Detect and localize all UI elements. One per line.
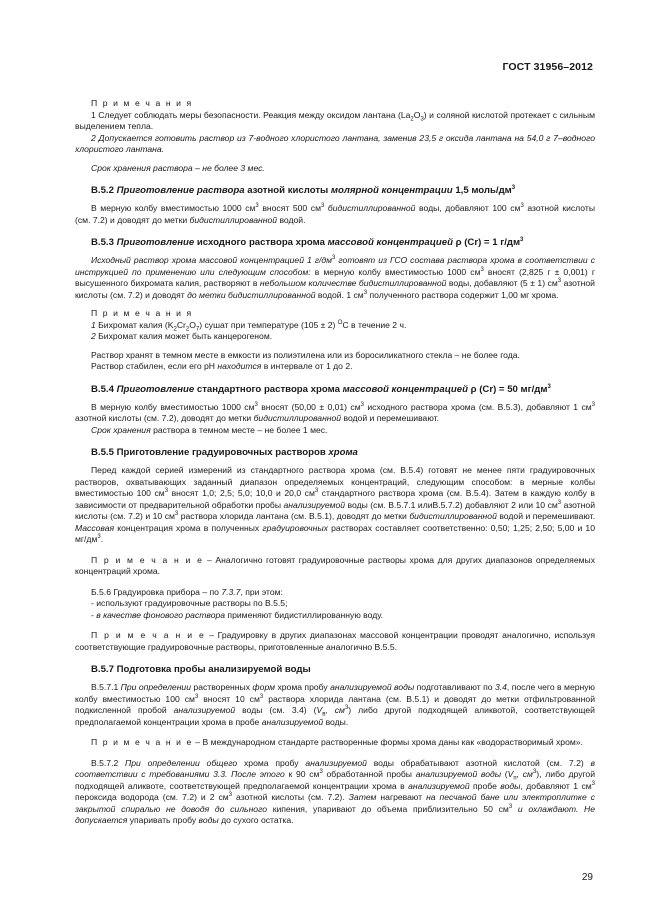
notes-label: П р и м е ч а н и я [91,98,193,108]
note-2-2: 2 Бихромат калия может быть канцерогеном. [91,331,273,341]
paragraph-b56: Б.5.6 Градуировка прибора – по 7.3.7, при этом: [91,586,283,597]
note-b57: П р и м е ч а н и е – В международном стандарте растворенные формы хрома даны как «водорастворимый хром». [91,737,583,747]
list-item-b56-1: - используют градуировочные растворы по В.5.5; [91,598,288,608]
paragraph-b54: В мерную колбу вместимостью 1000 $см^3$ вносят (50,00 ± 0,01) $см^3$ исходного раствора хрома (см. В.5.3), добавляют 1 $см^3$ азотной кислоты (см. 7.2), доводят до метки бидистиллированной водой и перемешивают. [75,401,595,423]
paragraph-b52: В мерную колбу вместимостью 1000 $см^3$ вносят 500 $см^3$ бидистиллированной воды, добавляют 100 $см^3$ азотной кислоты (см. 7.2) и доводят до метки бидистиллированной водой. [75,203,595,225]
notes-label-2: П р и м е ч а н и я [91,308,193,318]
storage-line-1: Раствор хранят в темном месте в емкости из полиэтилена или из боросиликатного стекла – не более года. [91,349,520,360]
storage-b54: Срок хранения раствора в темном месте – не более 1 мес. [91,424,328,435]
note-2-1: 1 Бихромат калия $(K_2Cr_2O_7)$ сушат при температуре (105 ± 2) $^O$C в течение 2 ч. [91,319,407,333]
paragraph-b572: В.5.7.2 При определении общего хрома пробу анализируемой воды обрабатывают азотной кислотой (см. 7.2) в соответствии с требованиями 3.3. После этого к 90 $см^3$ обработанной пробы анализируемой воды ($V_п$, $см^3$), либо другой подходящей аликвоте, соответствующей предполагаемой концентрации хрома в анализируемой пробе воды, добавляют 1 $см^3$ пероксида водорода (см. 7.2) и 2 $см^3$ азотной кислоты (см. 7.2). Затем нагревают на песчаной бане или электроплитке с закрытой спиралью не доводя до сильного кипения, упаривают до объема приблизительно 50 $см^3$ и охлаждают. Не допускается упаривать пробу воды до сухого остатка. [75,757,596,825]
page-number: 29 [581,872,593,883]
list-item-b56-2: - в качестве фонового раствора применяют бидистиллированную воду. [91,609,384,620]
paragraph-b571: В.5.7.1 При определении растворенных форм хрома пробу анализируемой воды подготавливают по 3.4, после чего в мерную колбу вместимостью 100 $см^3$ вносят 10 $см^3$ раствора хлорида лантана (см. В.5.1) и доводят до метки отфильтрованной подкисленной пробой анализируемой воды (см. 3.4) ($V_в$, $см^3$) либо другой подходящей аликвотой, соответствующей предполагаемой концентрации хрома в пробе анализируемой воды. [75,682,595,727]
section-heading-b53: В.5.3 Приготовление исходного раствора хрома массовой концентрацией ρ (Cr) = 1 $г/дм^3$ [91,236,524,248]
note-b55: П р и м е ч а н и е – Аналогично готовят градуировочные растворы хрома для других диапазонов определяемых концентраций хрома. [75,554,596,576]
section-heading-b57: В.5.7 Подготовка пробы анализируемой воды [91,664,311,675]
note-1: 1 Следует соблюдать меры безопасности. Реакция между оксидом лантана $(La_2O_3)$ и соляной кислотой протекает с сильным выделением тепла. [75,109,595,131]
note-b56: П р и м е ч а н и е – Градуировку в других диапазонах массовой концентрации проводят аналогично, используя соответствующие градуировочные растворы, приготовленные аналогично В.5.5. [75,630,595,652]
document-body [75,98,595,827]
storage-line-2: Раствор стабилен, если его рН находится в интервале от 1 до 2. [91,361,353,371]
standard-code-header: ГОСТ 31956–2012 [502,61,593,73]
section-heading-b55: В.5.5 Приготовление градуировочных растворов хрома [91,447,358,458]
note-2: 2 Допускается готовить раствор из 7-водного хлористого лантана, заменив 23,5 г оксида лантана на 54,0 г 7–водного хлористого лантана. [75,132,595,154]
section-heading-b54: В.5.4 Приготовление стандартного раствора хрома массовой концентрацией ρ (Cr) = 50 $мг/дм^3$ [91,383,551,395]
storage-note: Срок хранения раствора – не более 3 мес. [91,162,265,173]
paragraph-b55: Перед каждой серией измерений из стандартного раствора хрома (см. В.5.4) готовят не менее пяти градуировочных растворов, охватывающих заданный диапазон определяемых концентраций, следующим способом: в мерные колбы вместимостью 100 $см^3$ вносят 1,0; 2,5; 5,0; 10,0 и 20,0 $см^3$ стандартного раствора хрома (см. В.5.4). Затем в каждую колбу в зависимости от предварительной обработки пробы анализируемой воды (см. В.5.7.1 илиВ.5.7.2) добавляют 2 или 10 $см^3$ азотной кислоты (см. 7.2) и 10 $см^3$ раствора хлорида лантана (см. В.5.1), доводят до метки бидистиллированной водой и перемешивают. Массовая концентрация хрома в полученных градуировочных растворах составляет соответственно: 0,50; 1,25; 2,50; 5,00 и 10 $мг/дм^3$. [75,465,596,544]
section-heading-b52: В.5.2 Приготовление раствора азотной кислоты молярной концентрации 1,5 моль/$дм^3$ [91,184,516,196]
paragraph-b53: Исходный раствор хрома массовой концентрацией 1 $г/дм^3$ готовят из ГСО состава раствора хрома в соответствии с инструкцией по применению или следующим способом: в мерную колбу вместимостью 1000 $см^3$ вносят (2,825 г ± 0,001) г высушенного бихромата калия, растворяют в небольшом количестве бидистиллированной воды, добавляют (5 ± 1) $см^3$ азотной кислоты (см. 7.2) и доводят до метки бидистиллированной водой. 1 $см^3$ полученного раствора содержит 1,00 мг хрома. [75,255,595,300]
